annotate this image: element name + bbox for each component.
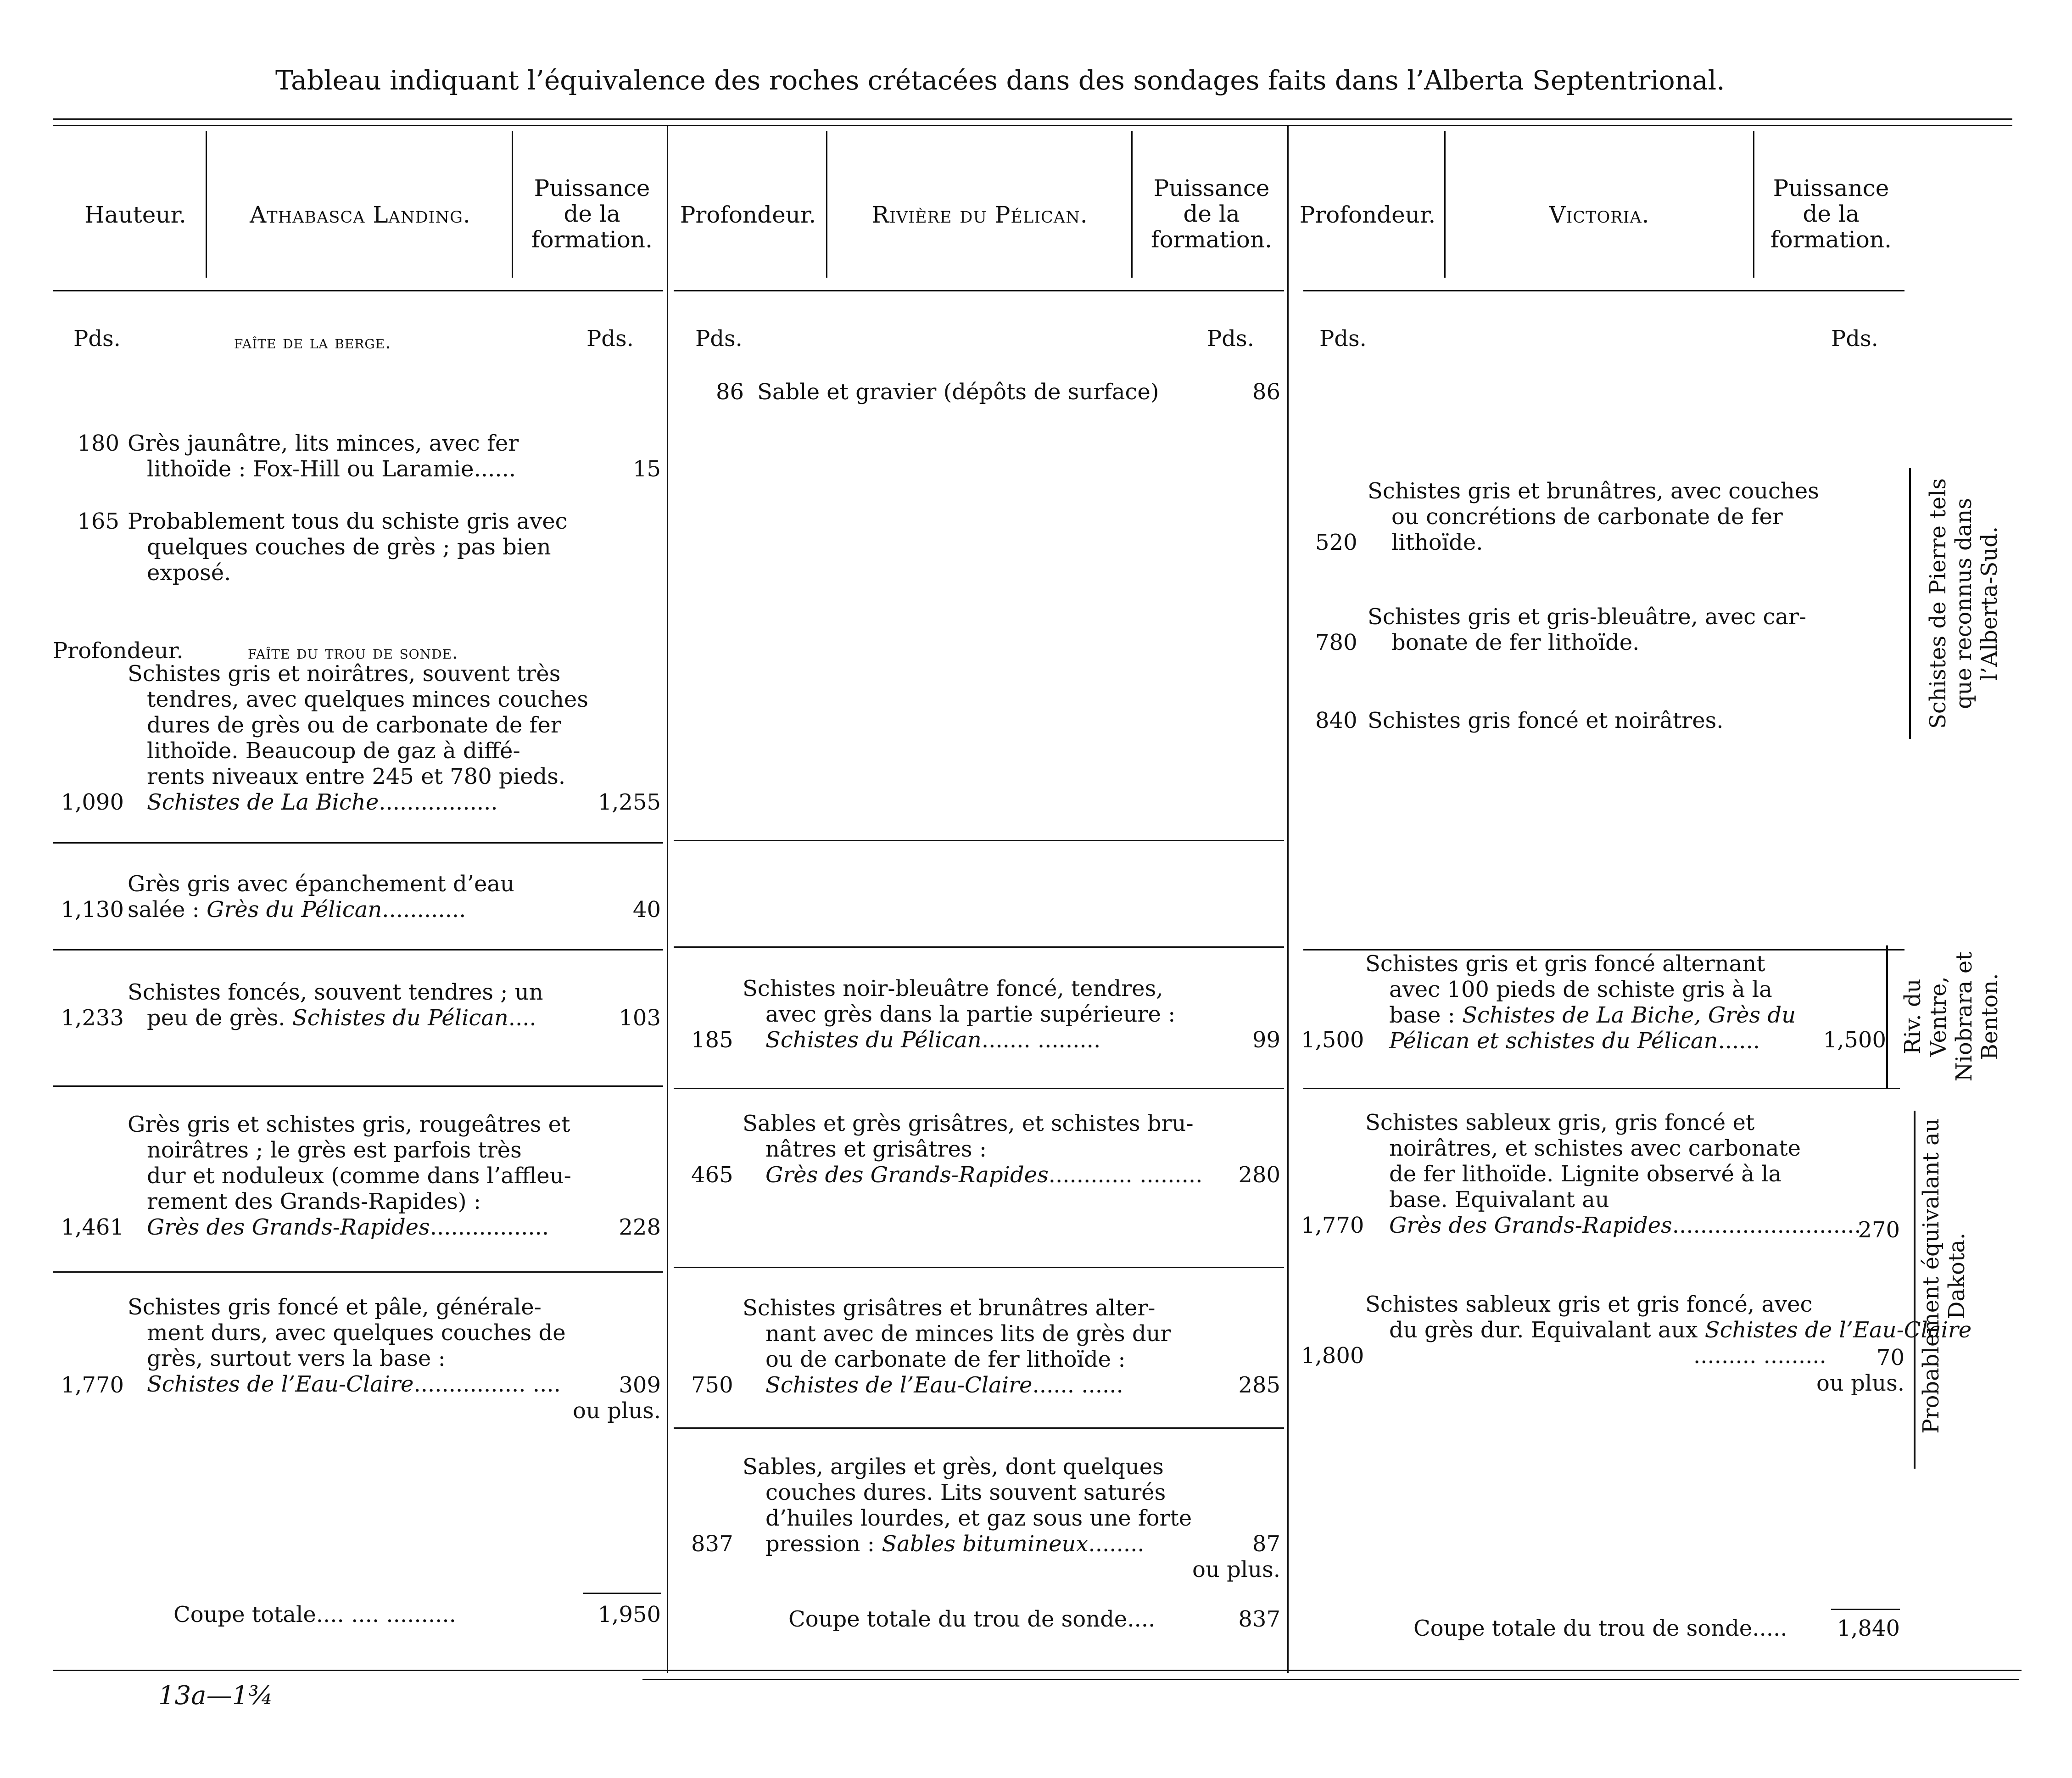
row-description: [1368, 478, 1840, 555]
depth-value: 840: [1315, 708, 1357, 733]
row-description: [128, 979, 591, 1031]
brace: [1886, 945, 1888, 1088]
row-description: [128, 1294, 591, 1397]
depth-value: 1,090: [61, 789, 124, 815]
brace: [1909, 468, 1911, 739]
depth-value: 165: [77, 509, 119, 534]
desc-line: Schistes noir-bleuâtre foncé, tendres,: [743, 976, 1163, 1001]
desc-line: salée :: [128, 897, 207, 923]
page-footer: 13a—1¾: [158, 1681, 274, 1711]
total-label: Coupe totale du trou de sonde.....: [1413, 1616, 1787, 1641]
depth-value: 780: [1315, 630, 1357, 655]
desc-line: Schistes gris foncé et pâle, générale-: [128, 1294, 542, 1320]
desc-line: avec grès dans la partie supérieure :: [765, 1001, 1176, 1027]
leader-dots: ...... ......: [1032, 1372, 1123, 1398]
row-description: [1365, 1110, 1861, 1238]
header-profondeur-2: Profondeur.: [1299, 201, 1436, 228]
bottom-rule: [53, 1670, 2022, 1671]
unit-pds: Pds.: [695, 326, 743, 352]
col-sep: [1131, 131, 1133, 278]
header-profondeur-1: Profondeur.: [680, 201, 816, 228]
formation-name: Grès des Grands-Rapides: [765, 1162, 1049, 1188]
total-value: 1,950: [598, 1602, 661, 1627]
row-description: [128, 431, 591, 482]
desc-line: avec 100 pieds de schiste gris à la: [1389, 977, 1772, 1002]
table-title: [275, 64, 1725, 96]
leader-dots: ....: [508, 1005, 536, 1031]
row-rule: [53, 842, 663, 844]
thickness-value: 285: [1238, 1372, 1280, 1398]
title-text: Tableau indiquant l’équivalence des roches crétacées dans des sondages faits dans l’Alberta Septentrional.: [275, 65, 1725, 96]
desc-line: du grès dur. Equivalant aux: [1389, 1317, 1705, 1343]
total-rule: [1831, 1609, 1900, 1610]
col-sep: [512, 131, 513, 278]
row-description: [1368, 604, 1840, 655]
header-rule: [53, 290, 663, 291]
faite-berge-label: faîte de la berge.: [234, 332, 391, 353]
thickness-value: 15: [632, 456, 661, 482]
desc-line: quelques couches de grès ; pas bien: [147, 534, 551, 560]
ou-plus: ou plus.: [1816, 1370, 1904, 1396]
desc-line: ou concrétions de carbonate de fer: [1391, 504, 1783, 530]
formation-name: Schistes du Pélican: [292, 1005, 508, 1031]
thickness-value: 270: [1858, 1217, 1900, 1243]
col-sep: [826, 131, 827, 278]
desc-line: Grès gris et schistes gris, rougeâtres et: [128, 1112, 570, 1137]
depth-value: 180: [77, 431, 119, 456]
header-victoria: Victoria.: [1549, 201, 1650, 228]
desc-line: exposé.: [147, 560, 231, 586]
row-description: [743, 1295, 1206, 1398]
desc-line: peu de grès.: [147, 1005, 292, 1031]
desc-line: d’huiles lourdes, et gaz sous une forte: [765, 1505, 1192, 1531]
desc-line: couches dures. Lits souvent saturés: [765, 1480, 1166, 1505]
desc-line: Schistes gris et gris foncé alternant: [1365, 951, 1765, 977]
header-puissance-3: Puissance de la formation.: [1770, 175, 1892, 253]
leader-dots: ................ ....: [413, 1371, 561, 1397]
thickness-value: 70: [1876, 1345, 1904, 1370]
formation-name: Grès des Grands-Rapides: [147, 1214, 430, 1240]
thickness-value: 280: [1238, 1162, 1280, 1188]
leader-dots: ............ .........: [1048, 1162, 1203, 1188]
depth-value: 1,461: [61, 1214, 124, 1240]
depth-value: 750: [691, 1372, 733, 1398]
col-sep: [1753, 131, 1754, 278]
depth-value: 1,130: [61, 897, 124, 923]
leader-dots: ........: [1088, 1531, 1145, 1557]
ou-plus: ou plus.: [1192, 1557, 1280, 1582]
depth-value: 1,770: [1301, 1213, 1364, 1238]
total-label: Coupe totale.... .... ..........: [173, 1602, 456, 1627]
desc-line: base. Equivalant au: [1389, 1187, 1609, 1213]
desc-line: noirâtres, et schistes avec carbonate: [1389, 1135, 1801, 1161]
row-rule: [53, 949, 663, 951]
leader-dots: ......: [1718, 1028, 1760, 1054]
thickness-value: 40: [632, 897, 661, 923]
header-rule: [674, 290, 1284, 291]
thickness-value: 309: [619, 1372, 661, 1398]
desc-line: Grès gris avec épanchement d’eau: [128, 871, 514, 897]
desc-line: ou de carbonate de fer lithoïde :: [765, 1347, 1126, 1372]
thickness-value: 87: [1252, 1531, 1280, 1557]
desc-line: Probablement tous du schiste gris avec: [128, 509, 568, 534]
pelican-depth: 86: [716, 379, 744, 405]
desc-line: Grès jaunâtre, lits minces, avec fer: [128, 431, 519, 456]
leader-dots: ....... .........: [981, 1027, 1101, 1053]
formation-name: Schistes de La Biche, Grès du Pélican et schistes du Pélican: [1389, 1002, 1796, 1054]
unit-pds: Pds.: [1831, 326, 1878, 352]
desc-line: Schistes sableux gris, gris foncé et: [1365, 1110, 1755, 1135]
unit-pds: Pds.: [586, 326, 634, 352]
desc-line: Sables, argiles et grès, dont quelques: [743, 1454, 1164, 1480]
leader-dots: ............: [382, 897, 466, 923]
header-rule: [1303, 290, 1904, 291]
row-description: [743, 976, 1206, 1053]
header-pelican: Rivière du Pélican.: [871, 201, 1088, 228]
row-rule: [674, 1427, 1284, 1429]
desc-line: base :: [1389, 1002, 1463, 1028]
row-rule: [53, 1271, 663, 1273]
header-puissance-2: Puissance de la formation.: [1150, 175, 1272, 253]
desc-line: lithoïde. Beaucoup de gaz à diffé-: [147, 738, 520, 764]
row-description: [128, 871, 591, 923]
row-description: [128, 661, 591, 815]
pelican-thickness: 86: [1252, 379, 1280, 405]
formation-name: Schistes du Pélican: [765, 1027, 982, 1053]
col-sep: [667, 126, 668, 1673]
desc-line: dures de grès ou de carbonate de fer: [147, 712, 561, 738]
side-note-dakota: Probablement équivalant au Dakota.: [1918, 1118, 1970, 1434]
side-note-pierre: Schistes de Pierre tels que reconnus dans l’Alberta-Sud.: [1925, 478, 2002, 729]
total-rule: [583, 1593, 661, 1594]
thickness-value: 103: [619, 1005, 661, 1031]
desc-line: Schistes foncés, souvent tendres ; un: [128, 979, 543, 1005]
leader-dots: ...........................: [1672, 1213, 1861, 1238]
desc-line: tendres, avec quelques minces couches: [147, 687, 588, 712]
side-note-riv-ventre: Riv. du Ventre, Niobrara et Benton.: [1900, 951, 2003, 1082]
row-rule: [53, 1085, 663, 1087]
unit-pds: Pds.: [1319, 326, 1367, 352]
desc-line: Schistes sableux gris et gris foncé, avec: [1365, 1292, 1813, 1317]
depth-value: 1,800: [1301, 1343, 1364, 1369]
top-rule: [53, 118, 2012, 120]
header-hauteur: Hauteur.: [84, 201, 186, 228]
ou-plus: ou plus.: [573, 1398, 661, 1424]
bottom-rule-2: [642, 1679, 2019, 1680]
faite-trou-label: faîte du trou de sonde.: [248, 642, 458, 663]
desc-line: Sables et grès grisâtres, et schistes bru-: [743, 1111, 1194, 1136]
formation-name: Schistes de La Biche: [147, 789, 379, 815]
row-rule: [674, 840, 1284, 841]
thickness-value: 1,255: [598, 789, 661, 815]
total-value: 1,840: [1837, 1616, 1900, 1641]
total-value: 837: [1238, 1606, 1280, 1632]
desc-line: Schistes gris et noirâtres, souvent très: [128, 661, 561, 687]
row-description: [1365, 951, 1838, 1054]
depth-value: 1,770: [61, 1372, 124, 1398]
desc-line: Schistes gris et gris-bleuâtre, avec car-: [1368, 604, 1807, 630]
formation-name: Grès du Pélican: [207, 897, 382, 923]
desc-line: de fer lithoïde. Lignite observé à la: [1389, 1161, 1782, 1187]
desc-line: pression :: [765, 1531, 882, 1557]
desc-line: nâtres et grisâtres :: [765, 1136, 987, 1162]
formation-name: Grès des Grands-Rapides: [1389, 1213, 1672, 1238]
desc-line: Schistes grisâtres et brunâtres alter-: [743, 1295, 1156, 1321]
desc-line: bonate de fer lithoïde.: [1391, 630, 1640, 655]
col-sep: [206, 131, 207, 278]
desc-line: Schistes gris et brunâtres, avec couches: [1368, 478, 1819, 504]
depth-value: 1,233: [61, 1005, 124, 1031]
desc-line: nant avec de minces lits de grès dur: [765, 1321, 1171, 1347]
row-rule: [674, 1088, 1284, 1089]
leader-dots: .................: [379, 789, 498, 815]
unit-pds: Pds.: [73, 326, 121, 352]
desc-line: ment durs, avec quelques couches de: [147, 1320, 566, 1346]
formation-name: Schistes de l’Eau-Claire: [765, 1372, 1033, 1398]
row-description: [743, 1111, 1206, 1188]
brace: [1914, 1111, 1916, 1469]
formation-name: Schistes de l’Eau-Claire: [1704, 1317, 1972, 1343]
row-rule: [1303, 949, 1904, 951]
pelican-desc: Sable et gravier (dépôts de surface): [757, 379, 1159, 405]
top-rule-2: [53, 125, 2012, 126]
desc-line: rement des Grands-Rapides) :: [147, 1189, 481, 1214]
formation-name: Sables bitumineux: [882, 1531, 1089, 1557]
row-rule: [1303, 1088, 1900, 1089]
row-description: [1365, 1292, 1972, 1343]
total-label: Coupe totale du trou de sonde....: [788, 1606, 1156, 1632]
thickness-value: 1,500: [1823, 1027, 1886, 1053]
row-description: [128, 509, 591, 586]
row-rule: [674, 946, 1284, 948]
desc-line: noirâtres ; le grès est parfois très: [147, 1137, 522, 1163]
row-description: [743, 1454, 1206, 1557]
desc-line: lithoïde.: [1391, 530, 1483, 555]
row-rule: [674, 1267, 1284, 1268]
thickness-value: 228: [619, 1214, 661, 1240]
depth-value: 185: [691, 1027, 733, 1053]
desc-line: lithoïde : Fox-Hill ou Laramie......: [147, 456, 516, 482]
unit-pds: Pds.: [1207, 326, 1254, 352]
depth-value: 465: [691, 1162, 733, 1188]
leader-dots: .................: [430, 1214, 549, 1240]
formation-name: Schistes de l’Eau-Claire: [147, 1371, 414, 1397]
header-athabasca: Athabasca Landing.: [250, 201, 471, 228]
header-puissance-1: Puissance de la formation.: [531, 175, 653, 253]
depth-value: 520: [1315, 530, 1357, 555]
col-sep: [1287, 126, 1289, 1673]
profondeur-label: Profondeur.: [53, 638, 184, 664]
depth-value: 837: [691, 1531, 733, 1557]
row-description: Schistes gris foncé et noirâtres.: [1368, 708, 1724, 733]
desc-line: grès, surtout vers la base :: [147, 1346, 446, 1371]
row-description: [128, 1112, 591, 1240]
desc-line: dur et noduleux (comme dans l’affleu-: [147, 1163, 571, 1189]
depth-value: 1,500: [1301, 1027, 1364, 1053]
desc-line: rents niveaux entre 245 et 780 pieds.: [147, 764, 566, 789]
leader-dots: ......... .........: [1693, 1343, 1826, 1369]
thickness-value: 99: [1252, 1027, 1280, 1053]
